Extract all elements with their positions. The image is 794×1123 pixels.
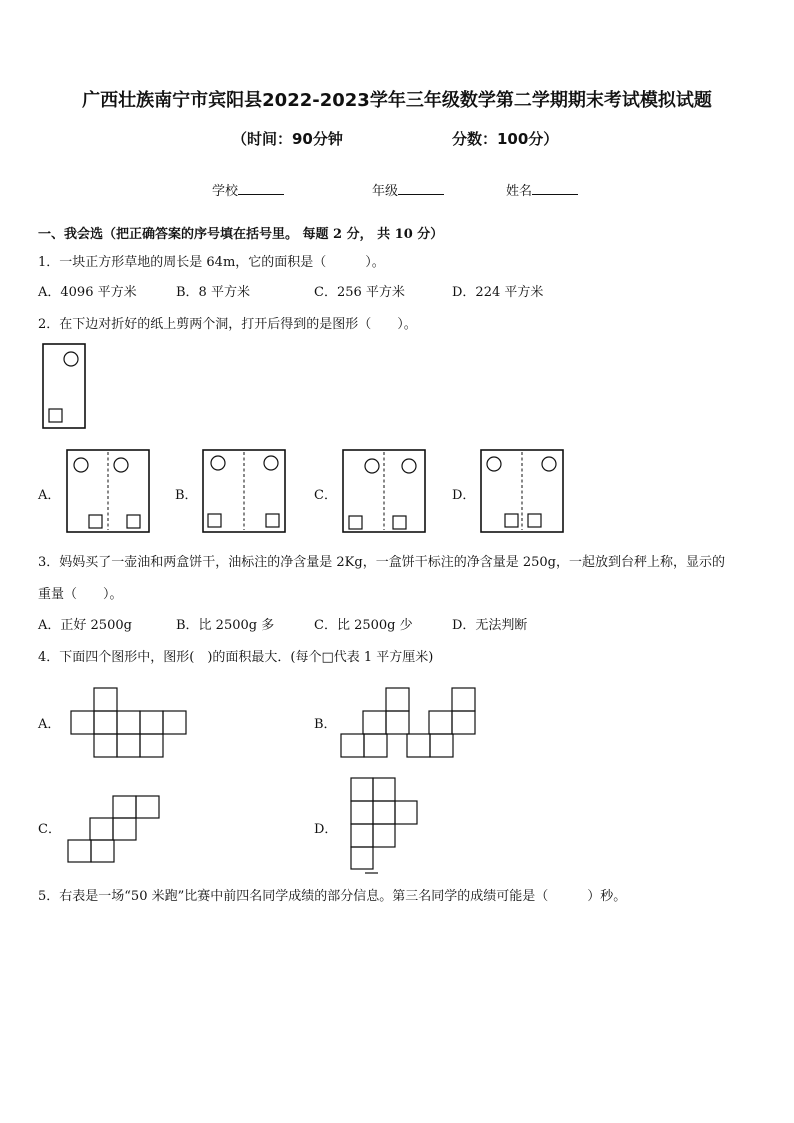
question-3: 3．妈妈买了一壶油和两盒饼干，油标注的净含量是 2Kg，一盒饼干标注的净含量是 250g，一起放到台秤上称，显示的 (38, 555, 725, 570)
q4-option-a-figure (71, 688, 186, 757)
name-label: 姓名 (506, 184, 533, 199)
page-title: 广西壮族南宁市宾阳县2022-2023学年三年级数学第二学期期末考试模拟试题 (82, 90, 712, 111)
question-3-cont: 重量（ ）。 (38, 587, 123, 602)
exam-score: 分数：100分） (452, 130, 559, 148)
school-label: 学校 (212, 184, 239, 199)
q2-option-b: B． (175, 488, 198, 503)
q1-option-c: C．256 平方米 (314, 285, 405, 300)
q1-option-b: B．8 平方米 (176, 285, 250, 300)
q3-option-b: B．比 2500g 多 (176, 618, 275, 633)
section-heading: 一、我会选（把正确答案的序号填在括号里。 每题 2 分， 共 10 分） (38, 227, 444, 242)
exam-time: （时间：90分钟 (232, 130, 343, 148)
q2-option-c: C． (314, 488, 337, 503)
q3-option-d: D．无法判断 (452, 618, 528, 633)
q3-option-a: A．正好 2500g (38, 618, 132, 633)
q4-option-b-figure (341, 688, 475, 757)
question-5: 5．右表是一场“50 米跑”比赛中前四名同学成绩的部分信息。第三名同学的成绩可能是（ ）秒。 (38, 889, 627, 904)
q4-option-c-figure (68, 796, 159, 862)
q1-option-d: D．224 平方米 (452, 285, 544, 300)
q2-option-d: D． (452, 488, 476, 503)
q4-option-a: A． (38, 717, 61, 732)
q4-option-b: B． (314, 717, 337, 732)
q4-option-c: C． (38, 822, 61, 837)
q1-option-a: A．4096 平方米 (38, 285, 137, 300)
grade-label: 年级 (372, 184, 399, 199)
q4-option-d: D． (314, 822, 338, 837)
q3-option-c: C．比 2500g 少 (314, 618, 413, 633)
question-2: 2．在下边对折好的纸上剪两个洞，打开后得到的是图形（ ）。 (38, 317, 417, 332)
question-4: 4．下面四个图形中，图形( )的面积最大．(每个□代表 1 平方厘米) (38, 650, 434, 665)
question-1: 1．一块正方形草地的周长是 64m，它的面积是（ ）。 (38, 255, 385, 270)
q4-option-d-figure (351, 778, 417, 873)
q2-option-a: A． (38, 488, 61, 503)
